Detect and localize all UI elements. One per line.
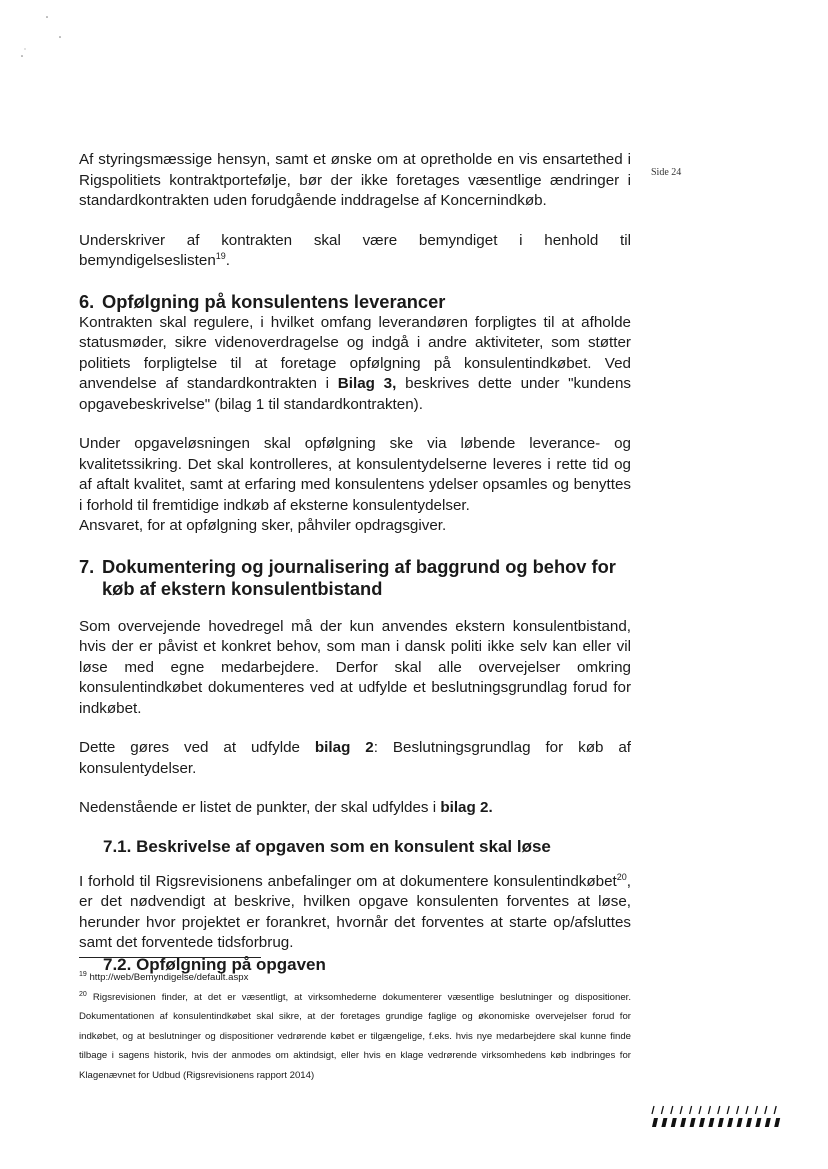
paragraph-opgaveloesningen: Under opgaveløsningen skal opfølgning ske via løbende leverance- og kvalitetssikring. Det skal kontrolleres, at konsulentydelserne leveres i rette tid og af aftalt kvalitet, samt at erfaring med konsulentens ydelser opsamles og benyttes i forhold til fremtidige indkøb af eksterne konsulentydelser. (79, 435, 631, 514)
footnote-ref-19: 19 (215, 251, 226, 261)
paragraph-nedenstaaende: Nedenstående er listet de punkter, der skal udfyldes i bilag 2. (79, 799, 493, 816)
paragraph-rigsrevisionen: I forhold til Rigsrevisionens anbefalinger om at dokumentere konsulentindkøbet$^{20}$, er det nødvendigt at beskrive, hvilken opgave konsulenten forventes at løse, herunder hvor projektet er forankret, hvornår det forventes at starte op/afsluttes samt det forventede tidsforbrug. (79, 871, 631, 951)
footnote-separator (79, 957, 261, 958)
heading-section-7: 7. Dokumentering og journalisering af baggrund og behov for køb af ekstern konsulentbistand (79, 555, 616, 599)
heading-section-7-1: 7.1. Beskrivelse af opgaven som en konsulent skal løse (103, 836, 551, 856)
footnote-20: $^{20}$ Rigsrevisionen finder, at det er væsentligt, at virksomhederne dokumenterer væsentlige beslutninger og dispositioner. Dokumentationen af konsulentindkøbet skal sikre, at der foretages grundige faglige og økonomiske overvejelser forud for indkøbet, og at beslutninger og dispositioner vedrørende købet er tilgængelige, f.eks. hvis nye medarbejdere skal kunne finde tilbage i sagens historik, hvis der anmodes om aktindsigt, eller hvis en klage vedrørende virksomhedens køb indbringes for Klagenævnet for Udbud (Rigsrevisionens rapport 2014) (79, 990, 632, 1081)
paragraph-hovedregel: Som overvejende hovedregel må der kun anvendes ekstern konsulentbistand, hvis der er påvist et konkret behov, som man i dansk politi ikke selv kan eller vil løse med egne medarbejdere. Derfor skal alle overvejelser omkring konsulentindkøbet dokumenteres ved at udfylde et beslutningsgrundlag forud for indkøbet. (79, 617, 631, 717)
paragraph-ansvaret: Ansvaret, for at opfølgning sker, påhviler opdragsgiver. (79, 517, 447, 534)
paragraph-bilag2: Dette gøres ved at udfylde bilag 2: Beslutningsgrundlag for køb af konsulentydelser. (79, 739, 632, 777)
footnote-ref-20: 20 (616, 871, 627, 882)
heading-section-6: 6. Opfølgning på konsulentens leverancer (79, 290, 446, 312)
footnote-19: $^{19}$ http://web/Bemyndigelse/default.aspx (79, 971, 249, 983)
document-body (79, 150, 631, 975)
paragraph-underskriver: Underskriver af kontrakten skal være bemyndiget i henhold til bemyndigelseslisten$^{19}$. (79, 231, 631, 269)
barcode-mark (648, 1105, 784, 1129)
heading-section-7-2: 7.2. Opfølgning på opgaven (103, 954, 326, 974)
scan-specks (0, 0, 80, 70)
page-number-label: Side 24 (651, 167, 682, 178)
footnotes (79, 957, 631, 1086)
paragraph-kontrakten: Kontrakten skal regulere, i hvilket omfang leverandøren forpligtes til at afholde statusmøder, sikre videnoverdragelse og indgå i andre aktiviteter, som støtter politiets forpligtelse til at foretage opfølgning på konsulentindkøbet. Ved anvendelse af standardkontrakten i Bilag 3, beskrives dette under "kundens opgavebeskrivelse" (bilag 1 til standardkontrakten). (79, 313, 631, 413)
paragraph-styring: Af styringsmæssige hensyn, samt et ønske om at opretholde en vis ensartethed i Rigspolitiets kontraktportefølje, bør der ikke foretages væsentlige ændringer i standardkontrakten uden forudgående inddragelse af Koncernindkøb. (79, 151, 631, 209)
